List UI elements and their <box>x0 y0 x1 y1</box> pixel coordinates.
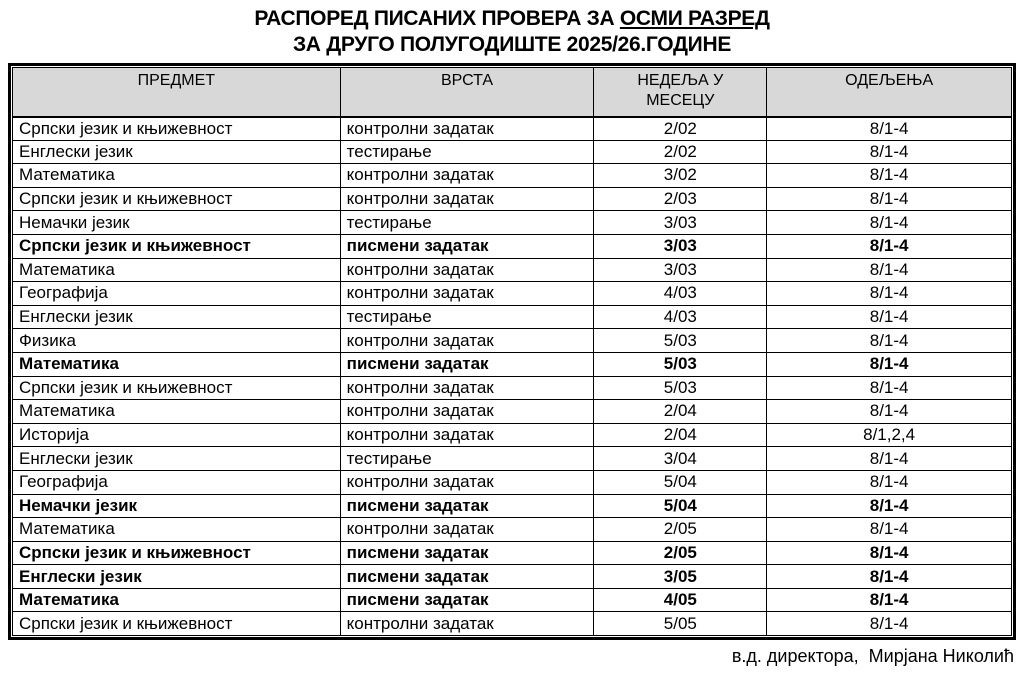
schedule-row <box>13 117 1012 141</box>
cell-week-in-month: 3/03 <box>594 258 767 282</box>
title-line1-underlined: ОСМИ РАЗРЕД <box>619 7 770 30</box>
header-row <box>13 68 1012 117</box>
cell-subject: Немачки језик <box>13 494 341 518</box>
cell-test-type: писмени задатак <box>340 588 594 612</box>
cell-week-in-month: 2/02 <box>594 140 767 164</box>
cell-classes: 8/1-4 <box>767 565 1012 589</box>
cell-subject: Физика <box>13 329 341 353</box>
cell-week-in-month: 5/04 <box>594 494 767 518</box>
cell-week-in-month: 2/05 <box>594 518 767 542</box>
cell-week-in-month: 5/05 <box>594 612 767 636</box>
cell-test-type: контролни задатак <box>340 518 594 542</box>
cell-subject: Географија <box>13 470 341 494</box>
cell-subject: Математика <box>13 352 341 376</box>
column-header-week <box>594 68 767 117</box>
cell-classes: 8/1-4 <box>767 400 1012 424</box>
cell-subject: Српски језик и књижевност <box>13 234 341 258</box>
cell-classes: 8/1-4 <box>767 140 1012 164</box>
cell-classes: 8/1-4 <box>767 352 1012 376</box>
cell-week-in-month: 4/05 <box>594 588 767 612</box>
schedule-row <box>13 541 1012 565</box>
cell-week-in-month: 4/03 <box>594 305 767 329</box>
cell-test-type: контролни задатак <box>340 164 594 188</box>
cell-week-in-month: 3/03 <box>594 211 767 235</box>
schedule-row <box>13 565 1012 589</box>
column-header-subject: ПРЕДМЕТ <box>13 68 341 117</box>
cell-classes: 8/1-4 <box>767 447 1012 471</box>
schedule-row <box>13 423 1012 447</box>
cell-test-type: контролни задатак <box>340 423 594 447</box>
cell-week-in-month: 3/03 <box>594 234 767 258</box>
cell-subject: Српски језик и књижевност <box>13 612 341 636</box>
cell-subject: Математика <box>13 164 341 188</box>
cell-week-in-month: 3/02 <box>594 164 767 188</box>
cell-week-in-month: 5/04 <box>594 470 767 494</box>
cell-test-type: контролни задатак <box>340 258 594 282</box>
schedule-row <box>13 400 1012 424</box>
cell-test-type: тестирање <box>340 211 594 235</box>
cell-classes: 8/1-4 <box>767 282 1012 306</box>
cell-test-type: контролни задатак <box>340 187 594 211</box>
schedule-row <box>13 164 1012 188</box>
cell-week-in-month: 5/03 <box>594 329 767 353</box>
cell-classes: 8/1-4 <box>767 164 1012 188</box>
column-header-type: ВРСТА <box>340 68 594 117</box>
cell-classes: 8/1,2,4 <box>767 423 1012 447</box>
cell-test-type: тестирање <box>340 140 594 164</box>
schedule-row <box>13 518 1012 542</box>
schedule-row <box>13 140 1012 164</box>
schedule-row <box>13 187 1012 211</box>
cell-subject: Српски језик и књижевност <box>13 117 341 141</box>
cell-test-type: тестирање <box>340 305 594 329</box>
cell-test-type: писмени задатак <box>340 494 594 518</box>
cell-subject: Математика <box>13 400 341 424</box>
cell-classes: 8/1-4 <box>767 234 1012 258</box>
schedule-row <box>13 352 1012 376</box>
schedule-row <box>13 305 1012 329</box>
schedule-table-frame <box>8 63 1016 640</box>
cell-subject: Енглески језик <box>13 140 341 164</box>
cell-classes: 8/1-4 <box>767 117 1012 141</box>
cell-test-type: контролни задатак <box>340 376 594 400</box>
column-header-week-line2: МЕСЕЦУ <box>646 92 715 109</box>
cell-subject: Математика <box>13 518 341 542</box>
schedule-row <box>13 282 1012 306</box>
cell-subject: Енглески језик <box>13 305 341 329</box>
column-header-classes: ОДЕЉЕЊА <box>767 68 1012 117</box>
cell-classes: 8/1-4 <box>767 470 1012 494</box>
schedule-row <box>13 258 1012 282</box>
cell-week-in-month: 5/03 <box>594 376 767 400</box>
cell-week-in-month: 2/02 <box>594 117 767 141</box>
schedule-row <box>13 211 1012 235</box>
schedule-row <box>13 494 1012 518</box>
cell-subject: Српски језик и књижевност <box>13 187 341 211</box>
cell-classes: 8/1-4 <box>767 187 1012 211</box>
schedule-row <box>13 612 1012 636</box>
cell-classes: 8/1-4 <box>767 588 1012 612</box>
cell-classes: 8/1-4 <box>767 211 1012 235</box>
cell-test-type: писмени задатак <box>340 352 594 376</box>
cell-subject: Географија <box>13 282 341 306</box>
schedule-row <box>13 234 1012 258</box>
schedule-table-body <box>13 117 1012 636</box>
cell-subject: Историја <box>13 423 341 447</box>
cell-week-in-month: 2/05 <box>594 541 767 565</box>
cell-classes: 8/1-4 <box>767 612 1012 636</box>
schedule-row <box>13 588 1012 612</box>
cell-test-type: контролни задатак <box>340 329 594 353</box>
cell-subject: Енглески језик <box>13 447 341 471</box>
title-line1-prefix: РАСПОРЕД ПИСАНИХ ПРОВЕРА ЗА <box>254 7 620 30</box>
cell-week-in-month: 5/03 <box>594 352 767 376</box>
cell-test-type: контролни задатак <box>340 282 594 306</box>
cell-test-type: тестирање <box>340 447 594 471</box>
cell-subject: Српски језик и књижевност <box>13 541 341 565</box>
cell-week-in-month: 3/05 <box>594 565 767 589</box>
cell-classes: 8/1-4 <box>767 258 1012 282</box>
cell-test-type: писмени задатак <box>340 541 594 565</box>
cell-week-in-month: 2/04 <box>594 400 767 424</box>
cell-test-type: писмени задатак <box>340 565 594 589</box>
cell-test-type: контролни задатак <box>340 400 594 424</box>
cell-week-in-month: 3/04 <box>594 447 767 471</box>
schedule-row <box>13 329 1012 353</box>
column-header-week-line1: НЕДЕЉА У <box>637 72 724 89</box>
cell-classes: 8/1-4 <box>767 376 1012 400</box>
cell-test-type: контролни задатак <box>340 612 594 636</box>
cell-test-type: контролни задатак <box>340 470 594 494</box>
cell-week-in-month: 2/04 <box>594 423 767 447</box>
cell-subject: Српски језик и књижевност <box>13 376 341 400</box>
cell-subject: Енглески језик <box>13 565 341 589</box>
cell-test-type: писмени задатак <box>340 234 594 258</box>
title-line-1 <box>8 6 1016 32</box>
cell-week-in-month: 4/03 <box>594 282 767 306</box>
cell-week-in-month: 2/03 <box>594 187 767 211</box>
cell-classes: 8/1-4 <box>767 494 1012 518</box>
cell-test-type: контролни задатак <box>340 117 594 141</box>
title-line-2: ЗА ДРУГО ПОЛУГОДИШТЕ 2025/26.ГОДИНЕ <box>292 33 732 56</box>
schedule-row <box>13 447 1012 471</box>
cell-classes: 8/1-4 <box>767 329 1012 353</box>
cell-classes: 8/1-4 <box>767 541 1012 565</box>
cell-subject: Немачки језик <box>13 211 341 235</box>
cell-classes: 8/1-4 <box>767 305 1012 329</box>
cell-classes: 8/1-4 <box>767 518 1012 542</box>
document-title <box>8 6 1016 58</box>
director-signature: в.д. директора, Мирјана Николић <box>731 646 1014 667</box>
cell-subject: Математика <box>13 588 341 612</box>
cell-subject: Математика <box>13 258 341 282</box>
schedule-table <box>12 67 1012 636</box>
schedule-row <box>13 470 1012 494</box>
schedule-row <box>13 376 1012 400</box>
